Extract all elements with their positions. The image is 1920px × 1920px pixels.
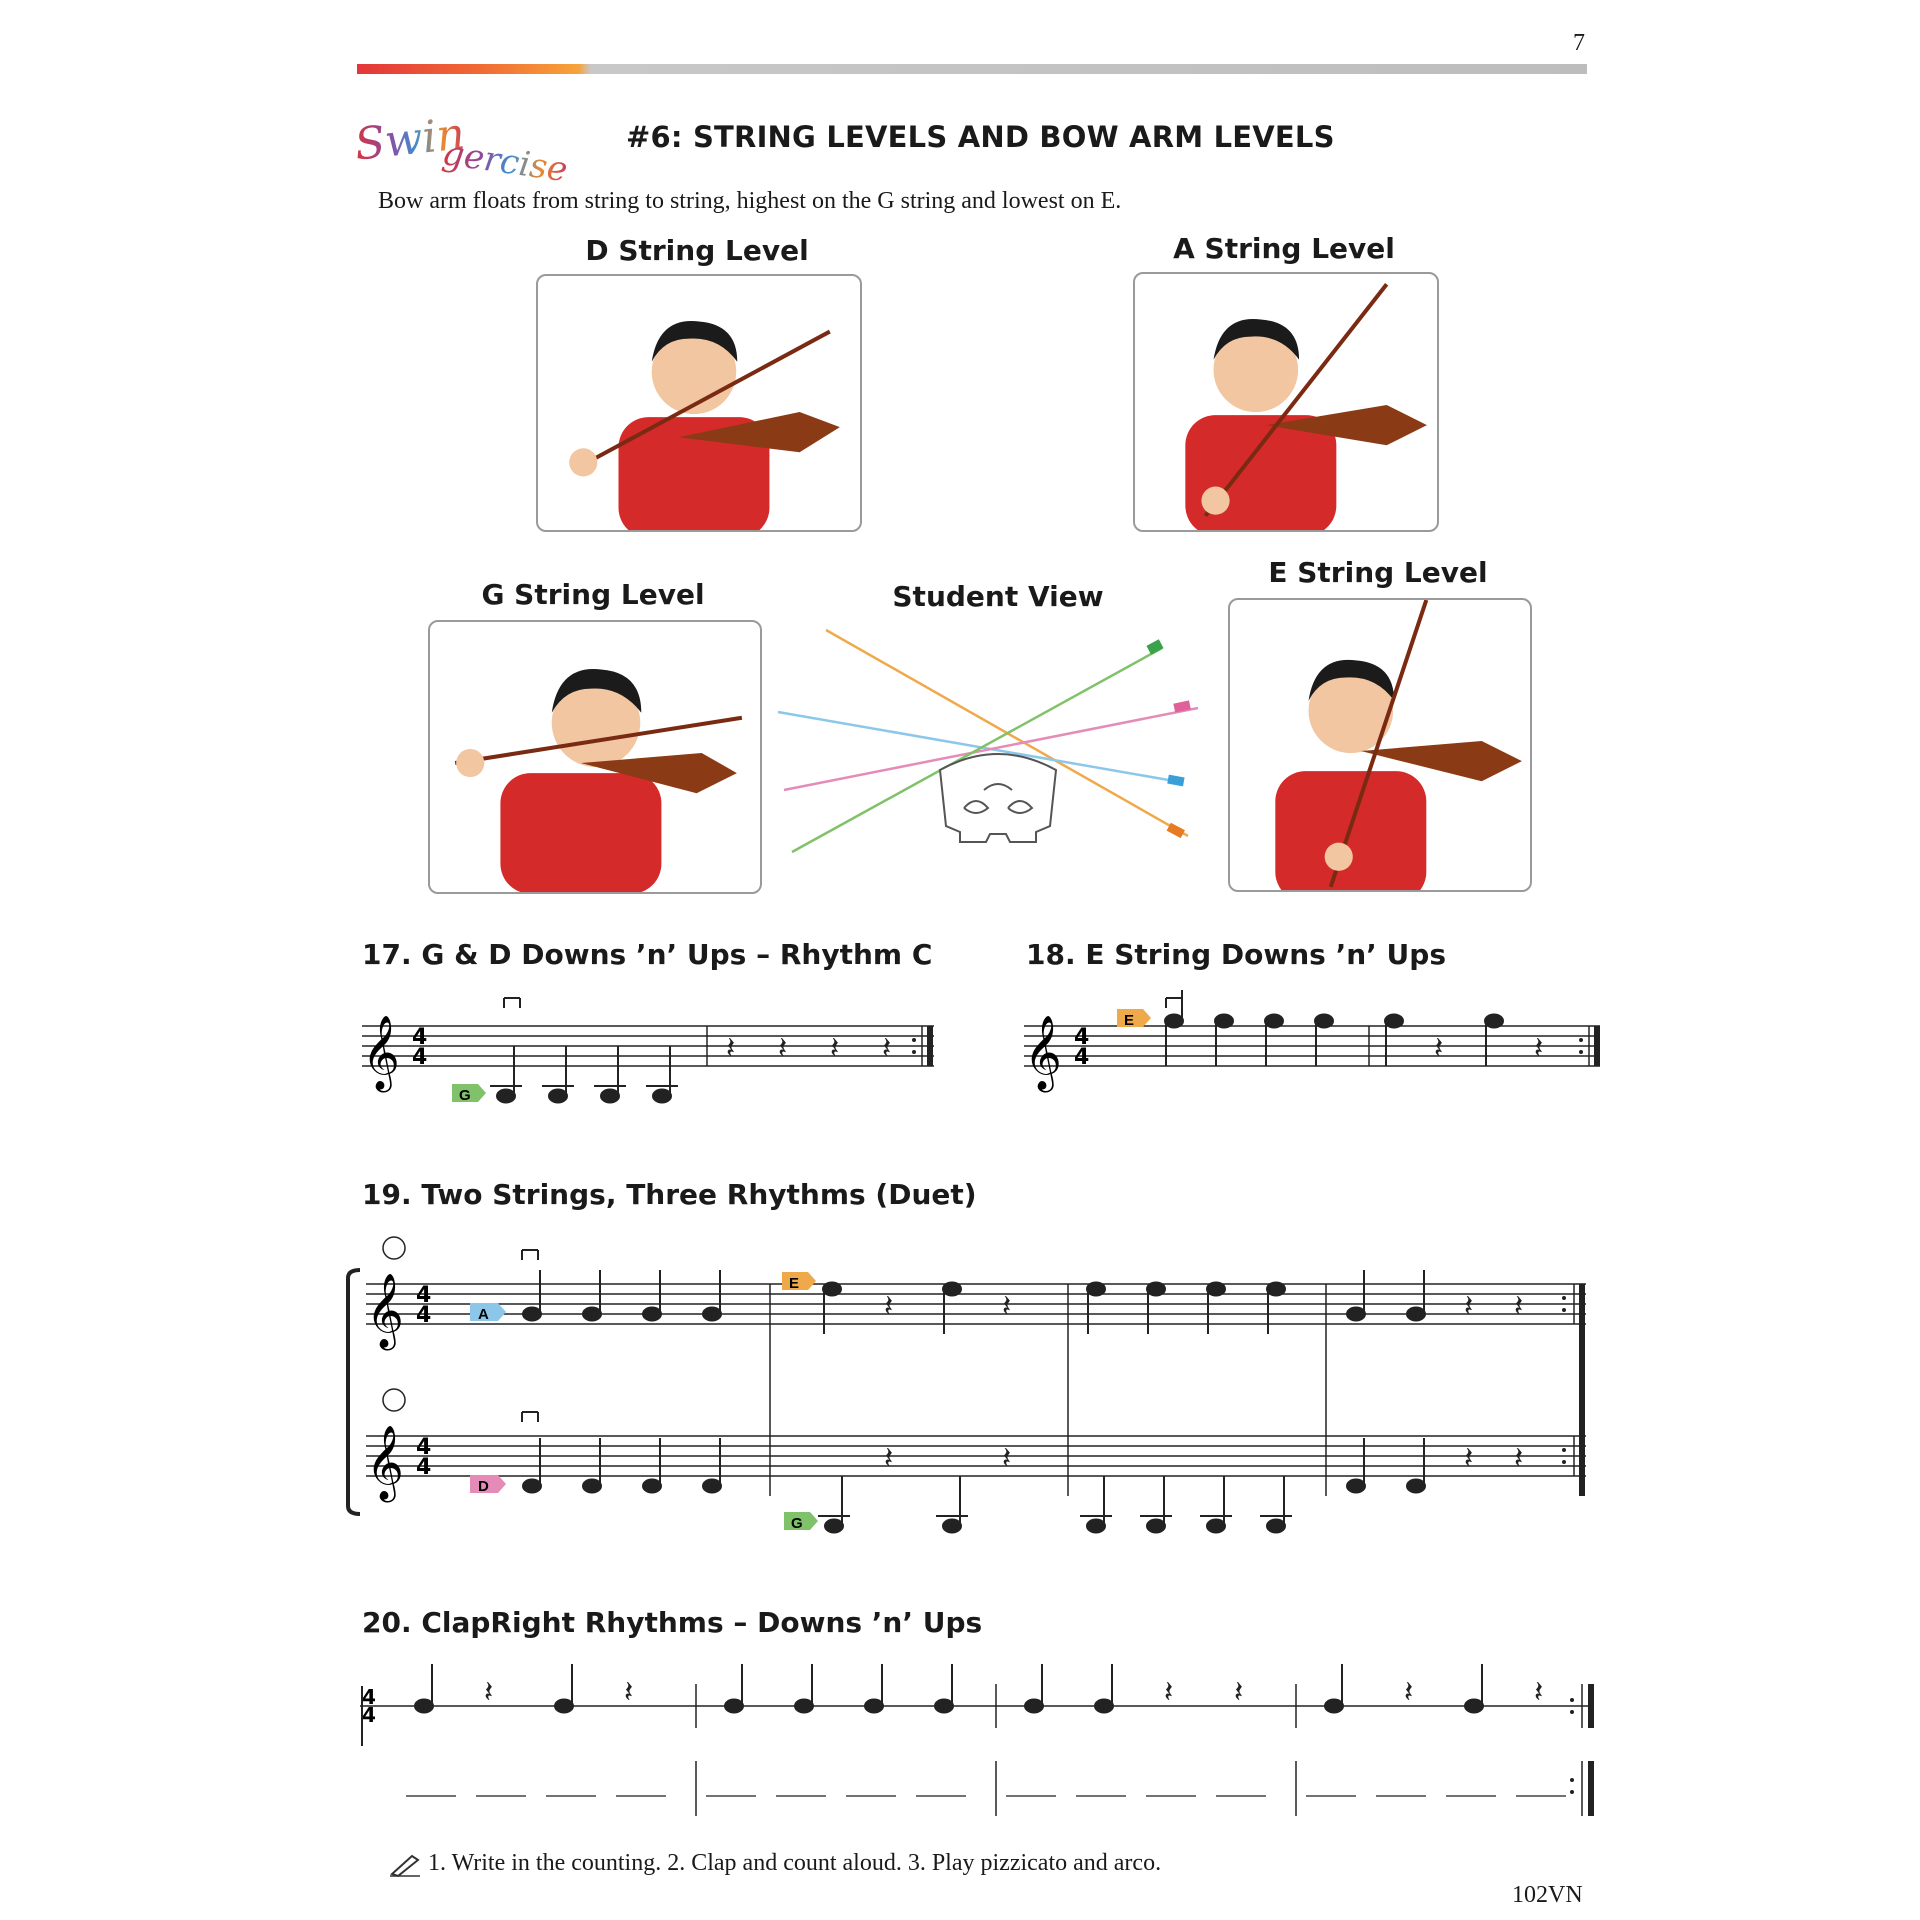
exercise-19-title: 19. Two Strings, Three Rhythms (Duet) [362,1178,977,1211]
g-string-label: G String Level [481,578,705,611]
svg-text:𝄽: 𝄽 [1002,1441,1012,1476]
svg-text:4: 4 [412,1045,428,1070]
svg-text:𝄽: 𝄽 [1534,1675,1544,1710]
a-string-label: A String Level [1173,232,1395,265]
exercise-17-staff [362,990,942,1120]
top-color-rule [357,64,1587,74]
svg-text:4: 4 [1074,1025,1090,1050]
svg-text:𝄽: 𝄽 [884,1289,894,1324]
swingercise-logo [350,92,620,192]
svg-text:𝄽: 𝄽 [1534,1031,1544,1066]
svg-text:𝄽: 𝄽 [778,1031,788,1066]
svg-text:𝄽: 𝄽 [882,1031,892,1066]
svg-text:𝄽: 𝄽 [1514,1441,1524,1476]
intro-text: Bow arm floats from string to string, highest on the G string and lowest on E. [378,188,1122,214]
section-title: #6: STRING LEVELS AND BOW ARM LEVELS [626,120,1335,154]
svg-text:𝄽: 𝄽 [624,1675,634,1710]
exercise-17-title: 17. G & D Downs ’n’ Ups – Rhythm C [362,938,933,971]
svg-text:𝄽: 𝄽 [1464,1289,1474,1324]
svg-text:4: 4 [416,1283,432,1308]
svg-text:𝄽: 𝄽 [830,1031,840,1066]
student-view-label: Student View [892,580,1104,613]
svg-text:4: 4 [416,1435,432,1460]
e-string-label: E String Level [1268,556,1488,589]
svg-text:𝄞: 𝄞 [1024,1016,1062,1090]
svg-text:𝄽: 𝄽 [726,1031,736,1066]
svg-text:𝄽: 𝄽 [1404,1675,1414,1710]
svg-text:Swin: Swin [352,108,468,171]
exercise-20-rhythm [360,1656,1600,1826]
g-string-photo [428,620,762,894]
svg-text:4: 4 [362,1703,376,1727]
a-string-photo [1133,272,1439,532]
exercise-18-staff [1024,990,1604,1120]
exercise-18-title: 18. E String Downs ’n’ Ups [1026,938,1446,971]
d-string-photo [536,274,862,532]
svg-text:4: 4 [412,1025,428,1050]
svg-text:E: E [1124,1012,1135,1029]
svg-text:4: 4 [416,1303,432,1328]
svg-text:𝄽: 𝄽 [1514,1289,1524,1324]
e-string-photo [1228,598,1532,892]
svg-text:4: 4 [1074,1045,1090,1070]
svg-text:𝄽: 𝄽 [1164,1675,1174,1710]
svg-text:𝄽: 𝄽 [484,1675,494,1710]
page-number: 7 [1573,30,1585,56]
svg-text:G: G [791,1515,803,1532]
svg-text:gercise: gercise [439,133,570,191]
svg-text:𝄽: 𝄽 [884,1441,894,1476]
pencil-icon [388,1852,422,1883]
exercise-19-score [346,1228,1596,1548]
svg-text:𝄽: 𝄽 [1234,1675,1244,1710]
svg-text:G: G [459,1087,471,1104]
svg-text:𝄽: 𝄽 [1002,1289,1012,1324]
exercise-20-title: 20. ClapRight Rhythms – Downs ’n’ Ups [362,1606,983,1639]
svg-text:E: E [789,1275,800,1292]
svg-text:D: D [478,1478,489,1495]
svg-text:𝄞: 𝄞 [362,1016,400,1090]
student-view-diagram [770,620,1210,870]
svg-text:𝄽: 𝄽 [1464,1441,1474,1476]
svg-text:𝄞: 𝄞 [366,1426,404,1500]
svg-text:4: 4 [362,1685,376,1709]
book-code: 102VN [1512,1882,1583,1908]
instructions-text: 1. Write in the counting. 2. Clap and count aloud. 3. Play pizzicato and arco. [428,1850,1162,1876]
svg-text:𝄽: 𝄽 [1434,1031,1444,1066]
svg-text:4: 4 [416,1455,432,1480]
d-string-label: D String Level [585,234,809,267]
svg-text:A: A [478,1306,489,1323]
svg-text:𝄞: 𝄞 [366,1274,404,1348]
